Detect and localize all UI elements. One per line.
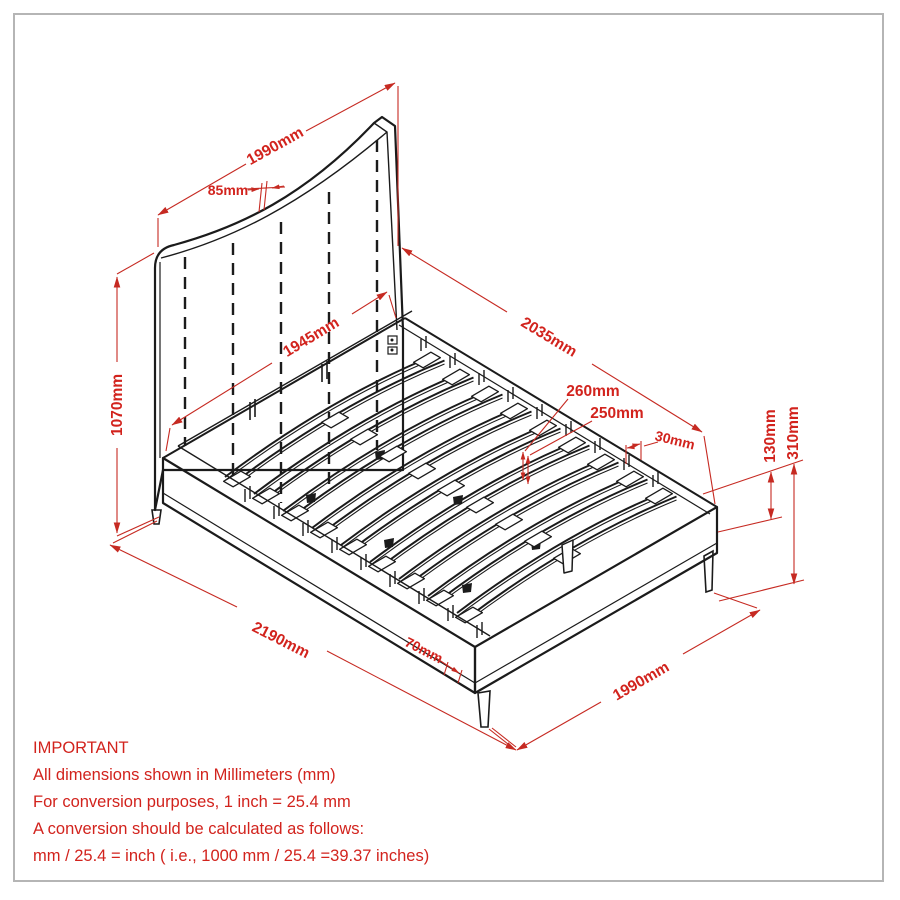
dim-headboard-width: 1990mm xyxy=(243,123,307,169)
platform xyxy=(163,311,717,727)
notes-line: For conversion purposes, 1 inch = 25.4 mm xyxy=(33,793,351,811)
notes-line: All dimensions shown in Millimeters (mm) xyxy=(33,766,336,784)
dim-platform-length: 2035mm xyxy=(517,314,580,361)
dim-slat-gap: 250mm xyxy=(590,405,644,422)
dim-rail-lip: 30mm xyxy=(653,427,697,453)
dim-footboard-width: 1990mm xyxy=(610,658,673,705)
dim-platform-height: 310mm xyxy=(785,406,802,460)
front-corner-leg xyxy=(478,691,490,727)
headboard-bracket xyxy=(388,336,397,354)
dim-channel-spacing: 85mm xyxy=(207,182,249,198)
dimension-annotations xyxy=(109,83,804,750)
dim-overall-length: 2190mm xyxy=(249,618,313,663)
dim-headboard-panel-width: 1945mm xyxy=(280,314,343,361)
dim-rail-face-height: 130mm xyxy=(762,409,779,463)
dim-base-board: 70mm xyxy=(402,633,446,667)
notes-line: A conversion should be calculated as follows: xyxy=(33,820,365,838)
dim-headboard-height: 1070mm xyxy=(109,373,126,437)
important-notes xyxy=(33,735,453,870)
headboard xyxy=(152,117,403,524)
headboard-leg xyxy=(152,510,161,524)
notes-line: mm / 25.4 = inch ( i.e., 1000 mm / 25.4 =39.37 inches) xyxy=(33,847,430,865)
dim-slat-pitch: 260mm xyxy=(566,383,620,400)
foot-rail-bottom-lip xyxy=(475,543,717,683)
notes-heading: IMPORTANT xyxy=(33,739,129,757)
